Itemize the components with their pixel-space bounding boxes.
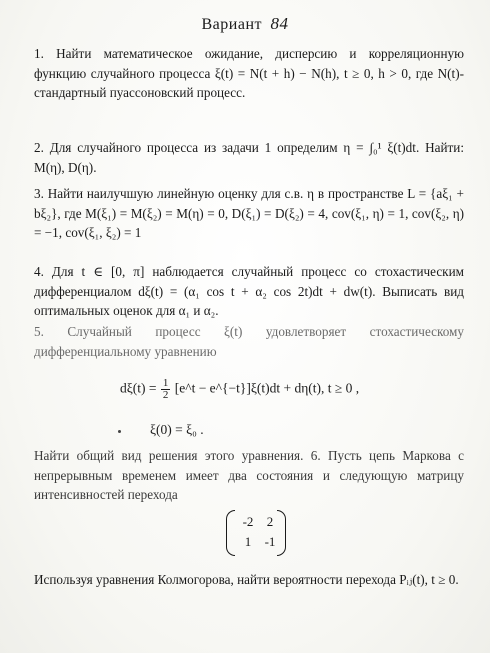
sde-equation [120, 378, 359, 401]
matrix-cell-12: 2 [266, 514, 274, 529]
matrix-cell-21: 1 [244, 534, 252, 549]
stray-dot [118, 430, 121, 433]
frac-denominator: 2 [162, 389, 169, 401]
sde-fraction [161, 378, 171, 401]
sde-left: dξ(t) = [120, 380, 157, 396]
problem-2: 2. Для случайного процесса из задачи 1 определим η = ∫₀¹ ξ(t)dt. Найти: M(η), D(η). [34, 140, 464, 175]
initial-condition: ξ(0) = ξ₀ . [150, 422, 204, 437]
intensity-matrix [226, 510, 286, 554]
problem-6-task: Используя уравнения Колмогорова, найти вероятности перехода Pᵢⱼ(t), t ≥ 0. [34, 572, 459, 587]
problem-3: 3. Найти наилучшую линейную оценку для с.в. η в пространстве L = {aξ₁ + bξ₂}, где M(ξ₁) = M(ξ₂) = M(η) = 0, D(ξ₁) = D(ξ₂) = 4, cov(ξ₁, η) = 1, cov(ξ₂, η) = −1, cov(ξ₁, ξ₂) = 1 [34, 186, 464, 240]
problem-4: 4. Для t ∈ [0, π] наблюдается случайный процесс со стохастическим дифференциалом dξ(t) = (α₁ cos t + α₂ cos 2t)dt + dw(t). Выписать вид оптимальных оценок для α₁ и α₂. [34, 264, 464, 318]
variant-label: Вариант [201, 16, 262, 33]
problem-1: 1. Найти математическое ожидание, дисперсию и корреляционную функцию случайного процесса ξ(t) = N(t + h) − N(h), t ≥ 0, h > 0, где N(t)-стандартный пуассоновский процесс. [34, 46, 464, 100]
problem-5-intro: 5. Случайный процесс ξ(t) удовлетворяет стохастическому дифференциальному уравнению [34, 324, 464, 359]
sde-right: [e^t − e^{−t}]ξ(t)dt + dη(t), t ≥ 0 , [174, 380, 360, 396]
variant-number-handwritten: 84 [270, 14, 289, 33]
matrix-cell-22: -1 [264, 534, 276, 549]
problem-6: Найти общий вид решения этого уравнения. 6. Пусть цепь Маркова с непрерывным временем имеет два состояния и следующую матрицу интенсивностей перехода [34, 448, 464, 502]
matrix-left-paren [226, 510, 235, 556]
matrix-cell-11: -2 [242, 514, 254, 529]
frac-numerator: 1 [162, 377, 169, 389]
variant-title [0, 14, 490, 34]
